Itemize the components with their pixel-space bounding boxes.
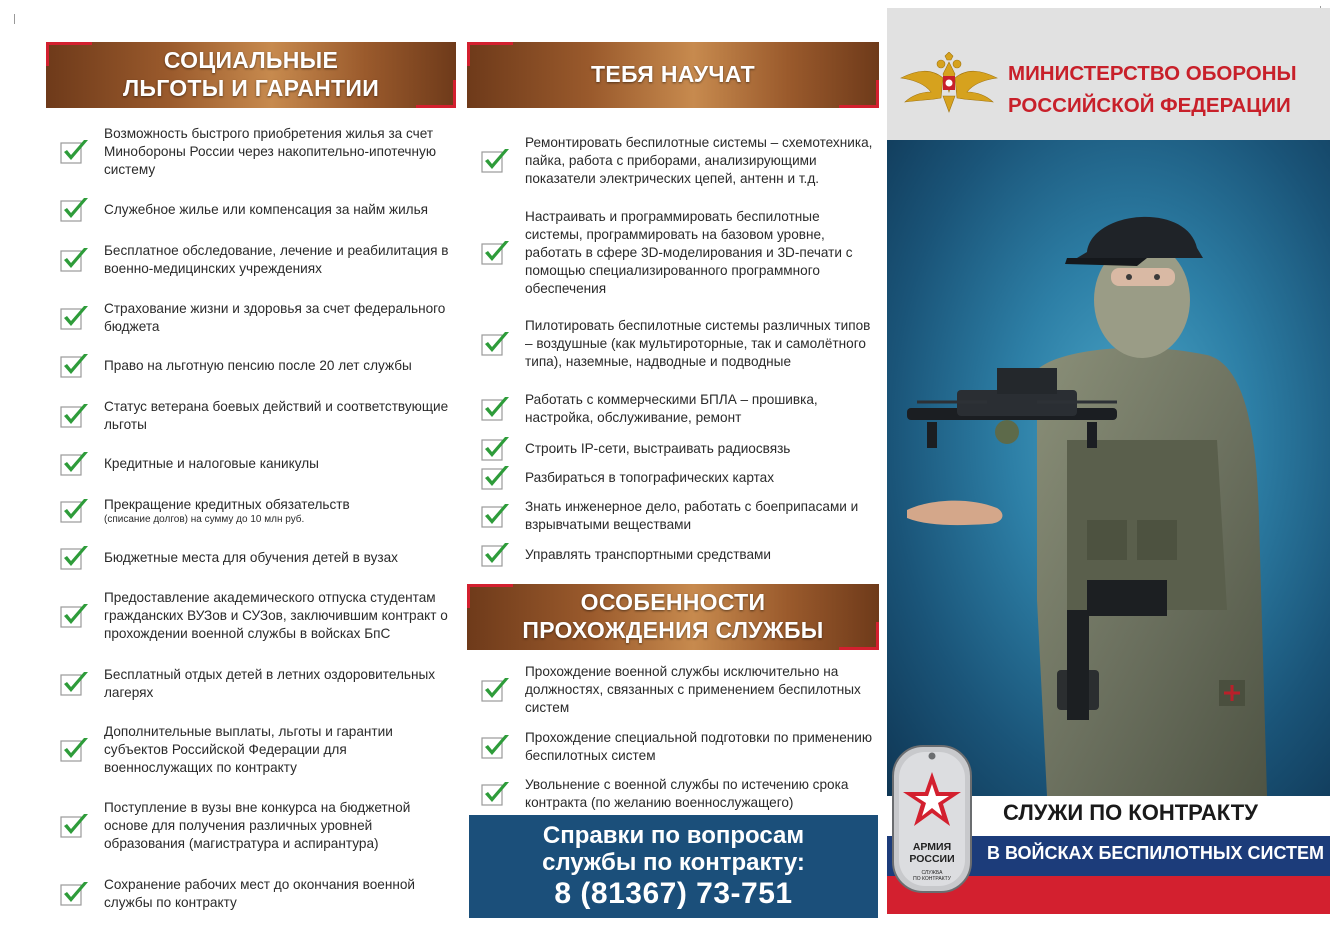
list-item [481,727,877,767]
list-item [481,541,877,569]
item-text: Настраивать и программировать беспилотные системы, программировать на базовом уровне, работать в сфере 3D-моделирования и 3D-печати с помощью специализированного программного обеспечения [525,209,853,296]
checkmark-icon [481,330,513,358]
checkmark-icon [60,402,92,430]
checkmark-icon [60,880,92,908]
checkmark-icon [60,812,92,840]
double-headed-eagle-icon [897,52,1001,116]
item-text: Строить IP-сети, выстраивать радиосвязь [525,441,791,456]
ministry-header [887,8,1330,140]
list-item [481,207,877,299]
heading-line: ТЕБЯ НАУЧАТ [591,61,755,88]
checkmark-icon [481,780,513,808]
soldier-with-drone-image [887,140,1330,796]
cover-panel [887,8,1330,914]
item-text: Право на льготную пенсию после 20 лет службы [104,358,412,373]
checkmark-icon [481,435,513,463]
item-text: Работать с коммерческими БПЛА – прошивка, настройка, обслуживание, ремонт [525,392,818,425]
checkmark-icon [60,304,92,332]
heading-line: ОСОБЕННОСТИ [580,589,766,616]
list-item [481,124,877,198]
item-text: Служебное жилье или компенсация за найм жилья [104,202,429,217]
contact-line: Справки по вопросам [542,821,805,849]
item-text: Пилотировать беспилотные системы различных типов – воздушные (как мультироторные, так и самолётного типа), наземные, надводные и подводные [525,318,871,369]
soldier-illustration [887,140,1330,796]
item-text-main: Прекращение кредитных обязательств [104,497,350,512]
list-item [60,298,456,338]
item-text: Бюджетные места для обучения детей в вузах [104,550,398,565]
checkmark-icon [60,246,92,274]
list-item [481,389,877,429]
phone-number[interactable]: 8 (81367) 73-751 [554,876,793,910]
checkmark-icon [481,395,513,423]
item-text: Возможность быстрого приобретения жилья за счет Минобороны России через накопительно-ипотечную систему [104,126,437,177]
list-item [60,798,456,854]
list-item [481,436,877,462]
heading-line: ЛЬГОТЫ И ГАРАНТИИ [122,75,380,101]
item-text: Предоставление академического отпуска студентам гражданских ВУЗов и СУЗов, заключившим контракт о прохождении военной службы в войсках БпС [104,590,448,641]
checkmark-icon [481,502,513,530]
service-features-heading [467,584,879,650]
checkmark-icon [60,196,92,224]
badge-text: РОССИИ [909,853,955,865]
item-text: Дополнительные выплаты, льготы и гарантии субъектов Российской Федерации для военнослужащих по контракту [104,724,393,775]
item-text: Разбираться в топографических картах [525,470,775,485]
slogan-main: СЛУЖИ ПО КОНТРАКТУ [1003,800,1258,825]
list-item [60,540,456,576]
ministry-name [1008,58,1297,122]
item-text: Увольнение с военной службы по истечению срока контракта (по желанию военнослужащего) [525,777,849,810]
item-text: Бесплатное обследование, лечение и реабилитация в военно-медицинских учреждениях [104,243,449,276]
item-text: Управлять транспортными средствами [525,547,771,562]
checkmark-icon [60,670,92,698]
checkmark-icon [481,239,513,267]
item-text: Поступление в вузы вне конкурса на бюджетной основе для получения различных уровней образования (магистратура и аспирантура) [104,800,411,851]
checkmark-icon [60,450,92,478]
item-text: Ремонтировать беспилотные системы – схемотехника, пайка, работа с приборами, анализирующими показатели электрических цепей, антенн и т.д. [525,135,873,186]
list-item [481,662,877,718]
item-text: Страхование жизни и здоровья за счет федерального бюджета [104,301,446,334]
army-dog-tag-badge [889,740,975,896]
list-item [60,240,456,280]
checkmark-icon [60,138,92,166]
checkmark-icon [60,736,92,764]
list-item [60,124,456,180]
item-text: Прохождение специальной подготовки по применению беспилотных систем [525,730,873,763]
list-item [60,492,456,530]
checkmark-icon [60,352,92,380]
list-item [60,664,456,704]
badge-text: СЛУЖБА [921,870,943,876]
badge-text: АРМИЯ [912,841,952,853]
checkmark-icon [481,733,513,761]
crop-mark [14,14,24,24]
contact-line: службы по контракту: [542,848,805,876]
list-item [60,874,456,914]
slogan-sub: В ВОЙСКАХ БЕСПИЛОТНЫХ СИСТЕМ [987,843,1325,863]
badge-text: ПО КОНТРАКТУ [913,876,951,882]
item-text: Знать инженерное дело, работать с боеприпасами и взрывчатыми веществами [525,499,859,532]
checkmark-icon [60,544,92,572]
item-text: Бесплатный отдых детей в летних оздоровительных лагерях [104,667,436,700]
checkmark-icon [481,147,513,175]
list-item [481,774,877,814]
checkmark-icon [60,602,92,630]
item-text: Статус ветерана боевых действий и соответствующие льготы [104,399,449,432]
ministry-line: РОССИЙСКОЙ ФЕДЕРАЦИИ [1008,94,1291,117]
item-text: Прохождение военной службы исключительно на должностях, связанных с применением беспилотных систем [525,664,861,715]
list-item [60,396,456,436]
contact-box [469,815,878,918]
checkmark-icon [481,541,513,569]
list-item [481,496,877,536]
checkmark-icon [60,497,92,525]
list-item [481,307,877,381]
list-item [60,192,456,228]
list-item [60,348,456,384]
heading-line: ПРОХОЖДЕНИЯ СЛУЖБЫ [522,617,824,643]
item-text [104,496,350,526]
item-text: Кредитные и налоговые каникулы [104,456,319,471]
checkmark-icon [481,464,513,492]
list-item [60,446,456,482]
list-item [60,588,456,644]
training-heading [467,42,879,108]
item-text: Сохранение рабочих мест до окончания военной службы по контракту [104,877,416,910]
item-note: (списание долгов) на сумму до 10 млн руб. [104,514,305,525]
heading-line: СОЦИАЛЬНЫЕ [163,47,339,74]
checkmark-icon [481,676,513,704]
ministry-line: МИНИСТЕРСТВО ОБОРОНЫ [1008,62,1297,85]
list-item [481,465,877,491]
social-benefits-heading [46,42,456,108]
list-item [60,722,456,778]
